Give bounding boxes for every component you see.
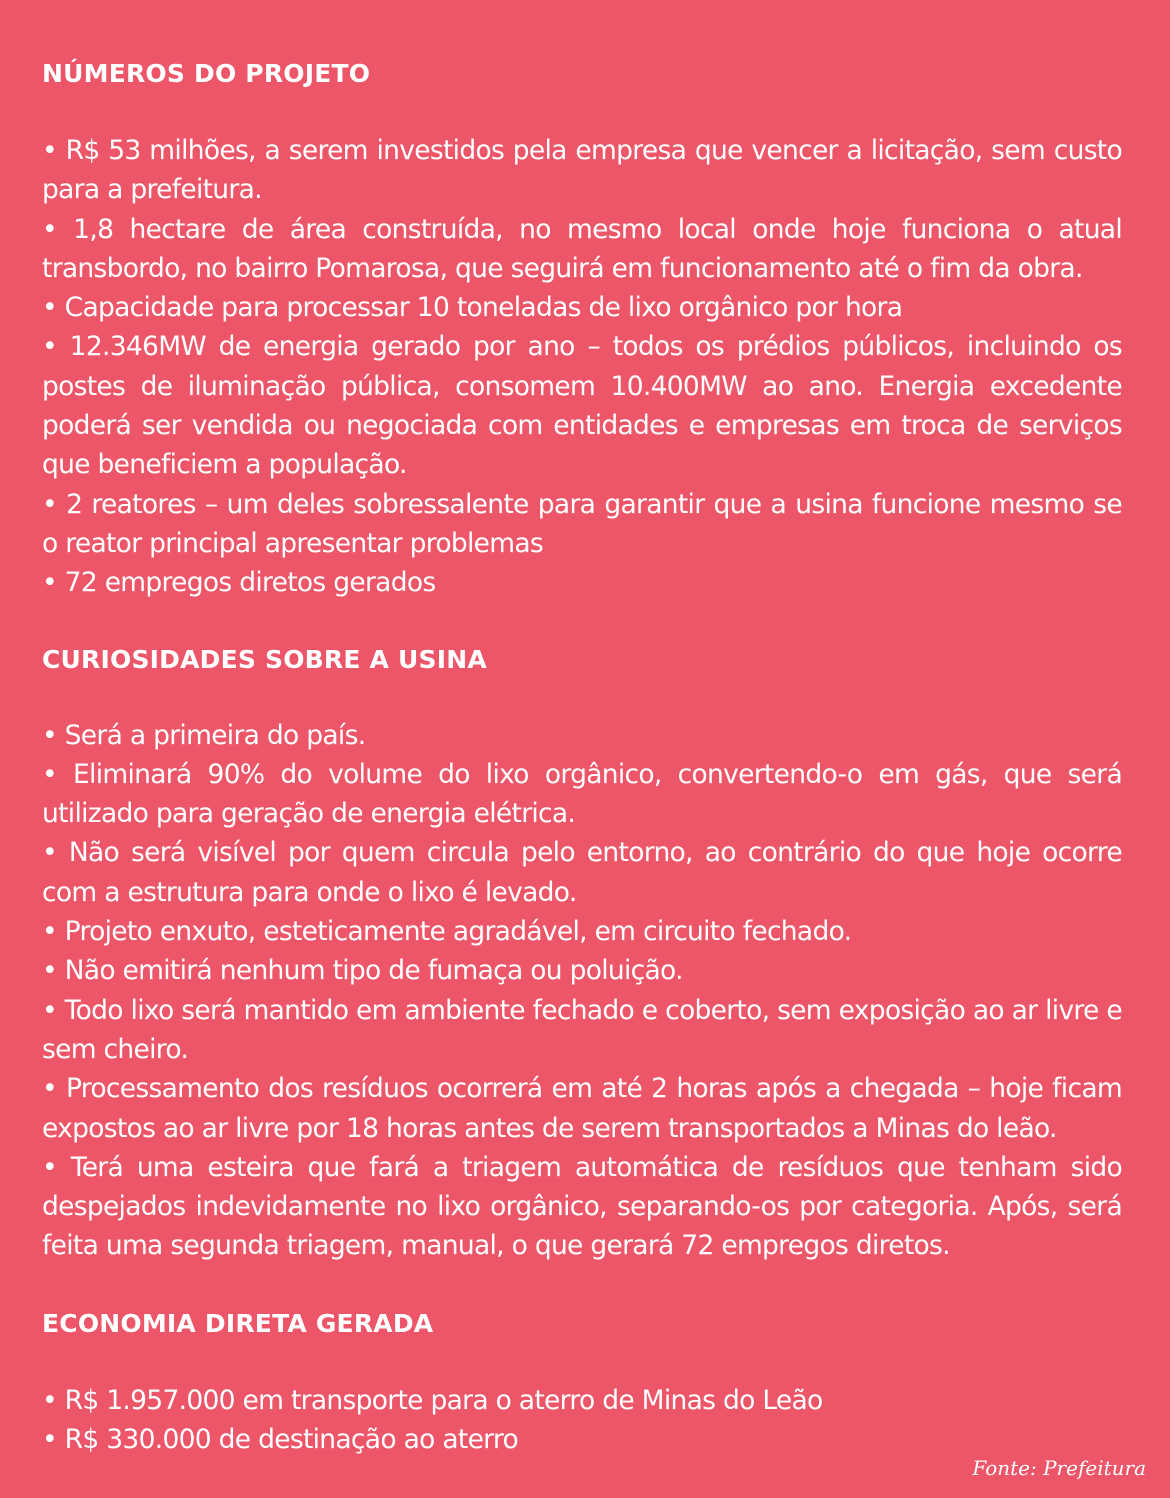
- section-heading: ECONOMIA DIRETA GERADA: [42, 1308, 434, 1338]
- section-heading: CURIOSIDADES SOBRE A USINA: [42, 644, 487, 674]
- list-item: • Será a primeira do país.: [42, 719, 366, 751]
- list-item: • Todo lixo será mantido em ambiente fechado e coberto, sem exposição ao ar livre e sem cheiro.: [42, 994, 1122, 1065]
- source-credit: Fonte: Prefeitura: [972, 1456, 1146, 1480]
- list-item: • R$ 53 milhões, a serem investidos pela empresa que vencer a licitação, sem custo para a prefeitura.: [42, 135, 1122, 206]
- list-item: • 1,8 hectare de área construída, no mesmo local onde hoje funciona o atual transbordo, no bairro Pomarosa, que seguirá em funcionamento até o fim da obra.: [42, 213, 1122, 284]
- list-item: • Terá uma esteira que fará a triagem automática de resíduos que tenham sido despejados indevidamente no lixo orgânico, separando-os por categoria. Após, será feita uma segunda triagem, manual, o que gerará 72 empregos diretos.: [42, 1151, 1122, 1262]
- list-item: • Não emitirá nenhum tipo de fumaça ou poluição.: [42, 955, 683, 987]
- section-project-numbers: [42, 54, 1122, 603]
- bullet-list: [42, 1381, 1122, 1460]
- list-item: • Eliminará 90% do volume do lixo orgânico, convertendo-o em gás, que será utilizado para geração de energia elétrica.: [42, 758, 1122, 830]
- list-item: • 12.346MW de energia gerado por ano – todos os prédios públicos, incluindo os postes de iluminação pública, consomem 10.400MW ao ano. Energia excedente poderá ser vendida ou negociada com entidades e empresas em troca de serviços que beneficiem a população.: [42, 331, 1122, 481]
- section-heading: NÚMEROS DO PROJETO: [42, 59, 371, 88]
- section-plant-curiosities: [42, 640, 1122, 1266]
- list-item: • 72 empregos diretos gerados: [42, 567, 436, 599]
- list-item: • R$ 1.957.000 em transporte para o aterro de Minas do Leão: [42, 1384, 823, 1416]
- section-direct-savings: [42, 1304, 1122, 1460]
- list-item: • R$ 330.000 de destinação ao aterro: [42, 1424, 519, 1456]
- list-item: • Processamento dos resíduos ocorrerá em até 2 horas após a chegada – hoje ficam expostos ao ar livre por 18 horas antes de serem transportados a Minas do leão.: [42, 1073, 1122, 1144]
- list-item: • Capacidade para processar 10 toneladas de lixo orgânico por hora: [42, 292, 903, 324]
- bullet-list: [42, 131, 1122, 603]
- list-item: • 2 reatores – um deles sobressalente para garantir que a usina funcione mesmo se o reator principal apresentar problemas: [42, 488, 1122, 559]
- list-item: • Projeto enxuto, esteticamente agradável, em circuito fechado.: [42, 916, 852, 948]
- bullet-list: [42, 716, 1122, 1266]
- list-item: • Não será visível por quem circula pelo entorno, ao contrário do que hoje ocorre com a estrutura para onde o lixo é levado.: [42, 837, 1122, 908]
